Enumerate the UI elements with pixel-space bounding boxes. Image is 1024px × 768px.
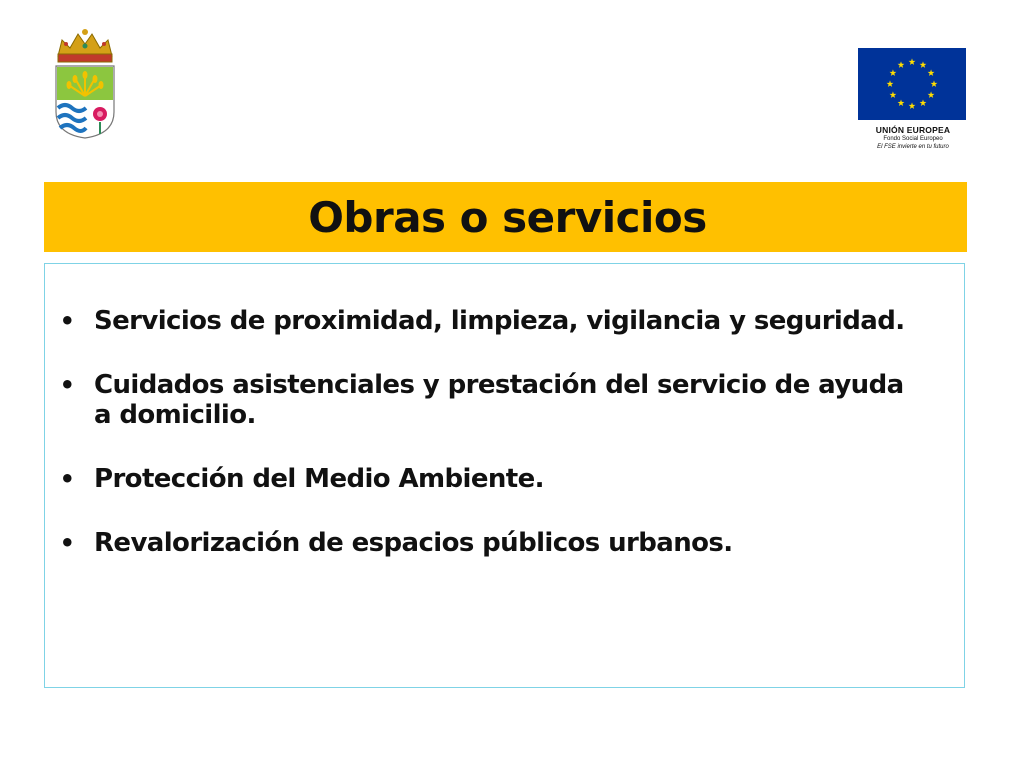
title-bar: [44, 182, 967, 252]
eu-logo: [858, 48, 968, 151]
bullet-list: [45, 306, 964, 592]
eu-slogan-label: El FSE invierte en tu futuro: [877, 144, 949, 150]
bullet-text: Servicios de proximidad, limpieza, vigilancia y seguridad.: [94, 306, 905, 336]
municipal-coat-of-arms-icon: [52, 26, 118, 142]
bullet-item: [45, 464, 964, 494]
bullet-icon: •: [59, 529, 75, 557]
bullet-text: Protección del Medio Ambiente.: [94, 464, 544, 494]
bullet-item: [45, 528, 964, 558]
slide-title: Obras o servicios: [308, 192, 707, 242]
eu-flag-icon: [858, 48, 966, 120]
bullet-icon: •: [59, 307, 75, 335]
bullet-text: Revalorización de espacios públicos urbanos.: [94, 528, 733, 558]
bullet-text: Cuidados asistenciales y prestación del servicio de ayuda a domicilio.: [94, 370, 904, 430]
bullet-item: [45, 370, 964, 430]
eu-fund-label: Fondo Social Europeo: [883, 136, 943, 142]
content-box: [44, 263, 965, 688]
bullet-icon: •: [59, 465, 75, 493]
eu-name-label: UNIÓN EUROPEA: [875, 125, 951, 135]
bullet-item: [45, 306, 964, 336]
bullet-icon: •: [59, 371, 75, 399]
